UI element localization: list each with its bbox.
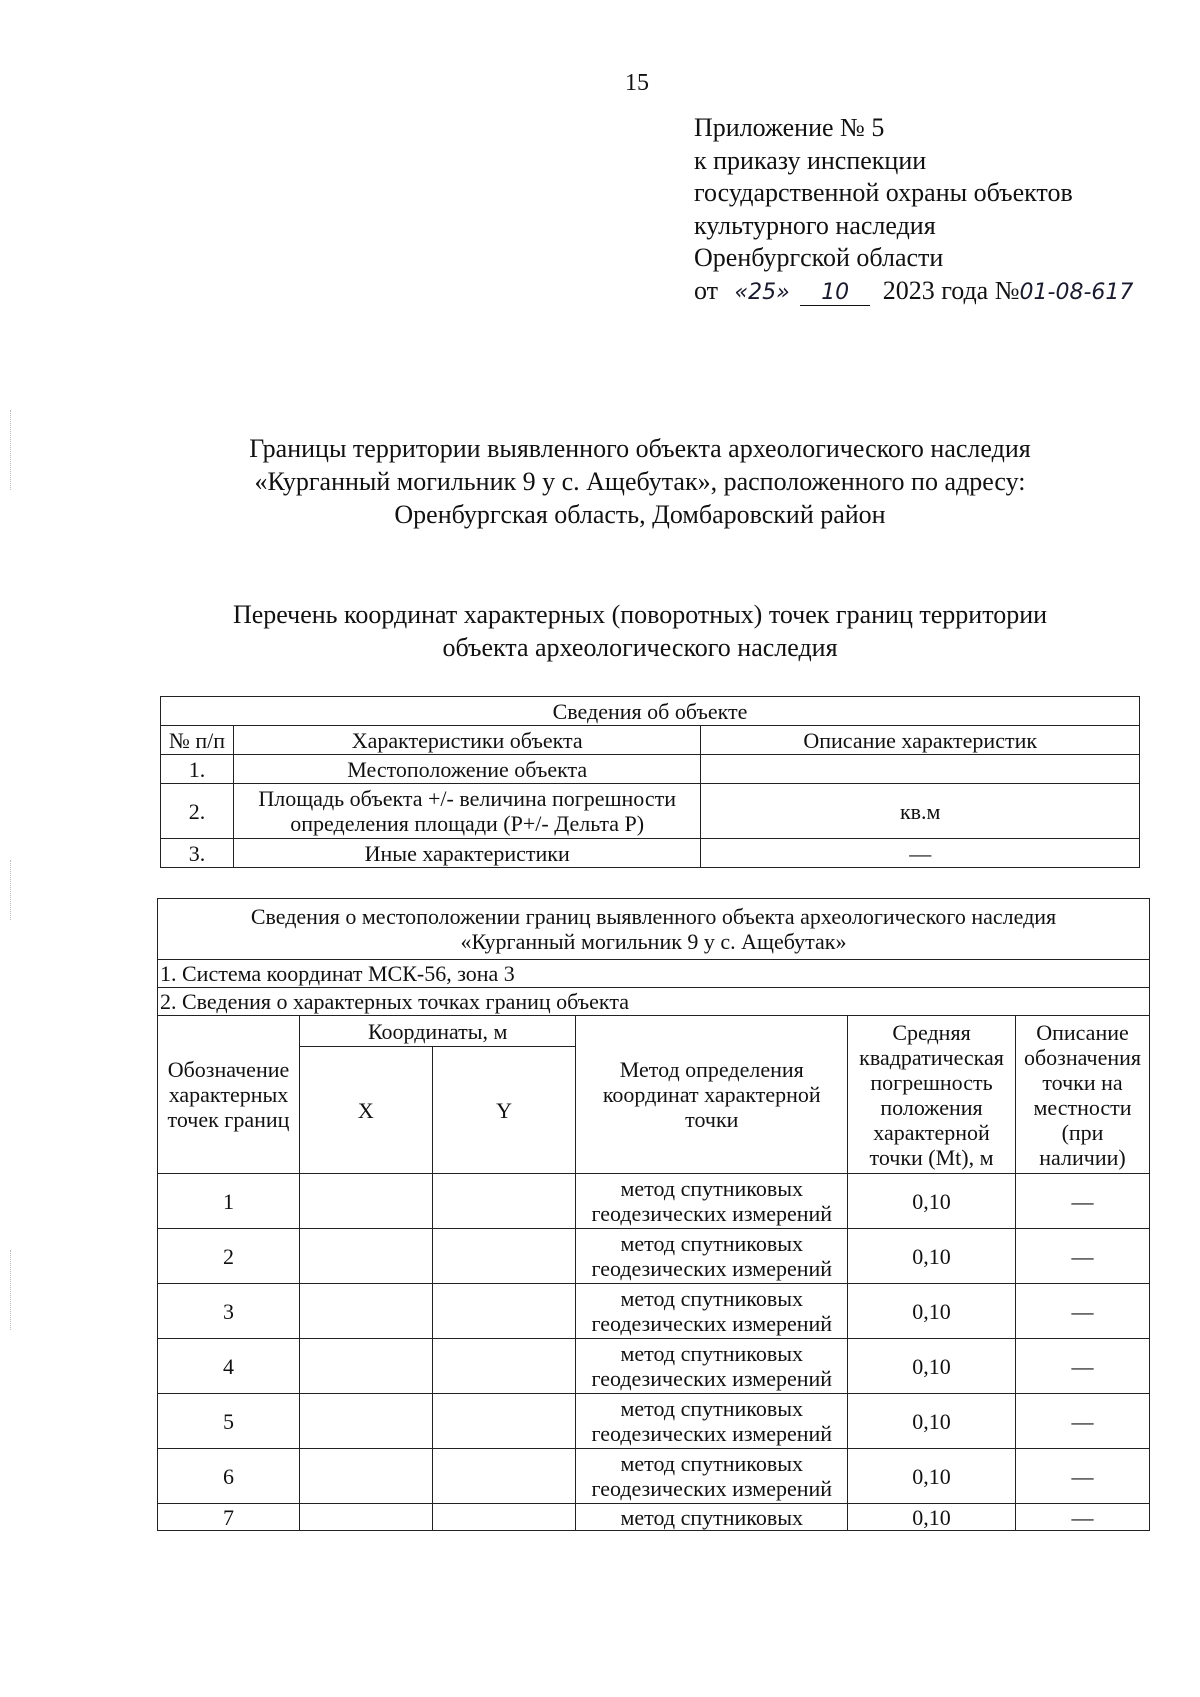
table-heading xyxy=(158,899,1150,960)
row-char: Площадь объекта +/- величина погрешности определения площади (P+/- Дельта P) xyxy=(233,784,701,839)
page-number: 15 xyxy=(625,70,649,96)
table-heading: Сведения об объекте xyxy=(161,697,1140,726)
col-header-description: Описание обозначения точки на местности (при наличии) xyxy=(1016,1016,1150,1174)
point-num: 5 xyxy=(158,1394,300,1449)
table-row xyxy=(158,1394,1150,1449)
date-day: «25» xyxy=(734,279,790,305)
table-row xyxy=(161,755,1140,784)
point-description: — xyxy=(1016,1449,1150,1504)
points-info: 2. Сведения о характерных точках границ объекта xyxy=(158,988,1150,1016)
points-info-row xyxy=(158,988,1150,1016)
col-header-y: Y xyxy=(432,1047,576,1174)
date-prefix: от xyxy=(694,275,719,305)
point-error: 0,10 xyxy=(848,1339,1016,1394)
point-num: 2 xyxy=(158,1229,300,1284)
point-error: 0,10 xyxy=(848,1284,1016,1339)
date-month: 10 xyxy=(800,281,870,306)
appendix-line: к приказу инспекции xyxy=(694,145,927,175)
point-method: метод спутниковых геодезических измерений xyxy=(576,1284,848,1339)
point-y xyxy=(432,1284,576,1339)
title-line: Границы территории выявленного объекта археологического наследия xyxy=(249,434,1031,463)
point-y xyxy=(432,1504,576,1531)
col-header-char: Характеристики объекта xyxy=(233,726,701,755)
row-desc xyxy=(701,755,1140,784)
table-row xyxy=(158,1174,1150,1229)
title-line: Оренбургская область, Домбаровский район xyxy=(394,500,886,529)
date-year: 2023 года № xyxy=(882,275,1020,305)
point-error: 0,10 xyxy=(848,1504,1016,1531)
point-description: — xyxy=(1016,1504,1150,1531)
point-y xyxy=(432,1229,576,1284)
point-description: — xyxy=(1016,1284,1150,1339)
table-header-row xyxy=(158,1016,1150,1047)
table-header-row xyxy=(161,726,1140,755)
table-heading-row xyxy=(158,899,1150,960)
boundary-points-table xyxy=(157,898,1150,1531)
point-y xyxy=(432,1174,576,1229)
point-x xyxy=(299,1394,432,1449)
subtitle-line: Перечень координат характерных (поворотных) точек границ территории xyxy=(232,600,1048,629)
point-description: — xyxy=(1016,1174,1150,1229)
point-y xyxy=(432,1339,576,1394)
point-method: метод спутниковых геодезических измерений xyxy=(576,1174,848,1229)
title-line: «Курганный могильник 9 у с. Ащебутак», расположенного по адресу: xyxy=(254,467,1026,496)
document-title xyxy=(200,432,1080,531)
appendix-header xyxy=(694,112,1133,309)
scan-artifact xyxy=(10,410,14,490)
point-x xyxy=(299,1449,432,1504)
point-x xyxy=(299,1339,432,1394)
point-method: метод спутниковых геодезических измерений xyxy=(576,1229,848,1284)
table-row xyxy=(161,784,1140,839)
point-x xyxy=(299,1229,432,1284)
point-method: метод спутниковых геодезических измерений xyxy=(576,1394,848,1449)
point-num: 6 xyxy=(158,1449,300,1504)
row-desc: кв.м xyxy=(701,784,1140,839)
point-y xyxy=(432,1394,576,1449)
object-info-table xyxy=(160,696,1140,868)
row-num: 1. xyxy=(161,755,234,784)
coord-system: 1. Система координат МСК-56, зона 3 xyxy=(158,960,1150,988)
point-method: метод спутниковых геодезических измерений xyxy=(576,1339,848,1394)
point-num: 3 xyxy=(158,1284,300,1339)
order-number: 01-08-617 xyxy=(1019,279,1134,305)
col-header-desc: Описание характеристик xyxy=(701,726,1140,755)
point-description: — xyxy=(1016,1229,1150,1284)
table-row xyxy=(158,1449,1150,1504)
point-method: метод спутниковых геодезических измерений xyxy=(576,1449,848,1504)
table-row xyxy=(161,839,1140,868)
row-num: 2. xyxy=(161,784,234,839)
table-row xyxy=(158,1504,1150,1531)
appendix-line: Приложение № 5 xyxy=(694,113,885,142)
point-error: 0,10 xyxy=(848,1229,1016,1284)
table-row xyxy=(158,1229,1150,1284)
appendix-line: Оренбургской области xyxy=(694,243,944,272)
point-error: 0,10 xyxy=(848,1174,1016,1229)
table-row xyxy=(158,1284,1150,1339)
heading-line: «Курганный могильник 9 у с. Ащебутак» xyxy=(460,929,847,954)
appendix-line: государственной охраны объектов xyxy=(694,178,1073,207)
table-row xyxy=(158,1339,1150,1394)
point-x xyxy=(299,1284,432,1339)
heading-line: Сведения о местоположении границ выявленного объекта археологического наследия xyxy=(250,904,1057,929)
row-num: 3. xyxy=(161,839,234,868)
col-header-x: X xyxy=(299,1047,432,1174)
point-method: метод спутниковых xyxy=(576,1504,848,1531)
point-y xyxy=(432,1449,576,1504)
point-error: 0,10 xyxy=(848,1394,1016,1449)
col-header-coords: Координаты, м xyxy=(299,1016,576,1047)
table-heading-row xyxy=(161,697,1140,726)
row-char: Местоположение объекта xyxy=(233,755,701,784)
point-description: — xyxy=(1016,1394,1150,1449)
point-num: 1 xyxy=(158,1174,300,1229)
row-desc: — xyxy=(701,839,1140,868)
point-x xyxy=(299,1174,432,1229)
point-num: 7 xyxy=(158,1504,300,1531)
point-error: 0,10 xyxy=(848,1449,1016,1504)
point-x xyxy=(299,1504,432,1531)
col-header-error: Средняя квадратическая погрешность положения характерной точки (Mt), м xyxy=(848,1016,1016,1174)
appendix-line: культурного наследия xyxy=(694,210,936,240)
point-num: 4 xyxy=(158,1339,300,1394)
row-char: Иные характеристики xyxy=(233,839,701,868)
point-description: — xyxy=(1016,1339,1150,1394)
scan-artifact xyxy=(10,1250,14,1330)
document-subtitle xyxy=(180,598,1100,664)
coord-system-row xyxy=(158,960,1150,988)
col-header-designation: Обозначение характерных точек границ xyxy=(158,1016,300,1174)
scan-artifact xyxy=(10,860,14,920)
subtitle-line: объекта археологического наследия xyxy=(442,633,838,662)
appendix-date-line xyxy=(694,275,1133,310)
col-header-num: № п/п xyxy=(161,726,234,755)
col-header-method: Метод определения координат характерной точки xyxy=(576,1016,848,1174)
